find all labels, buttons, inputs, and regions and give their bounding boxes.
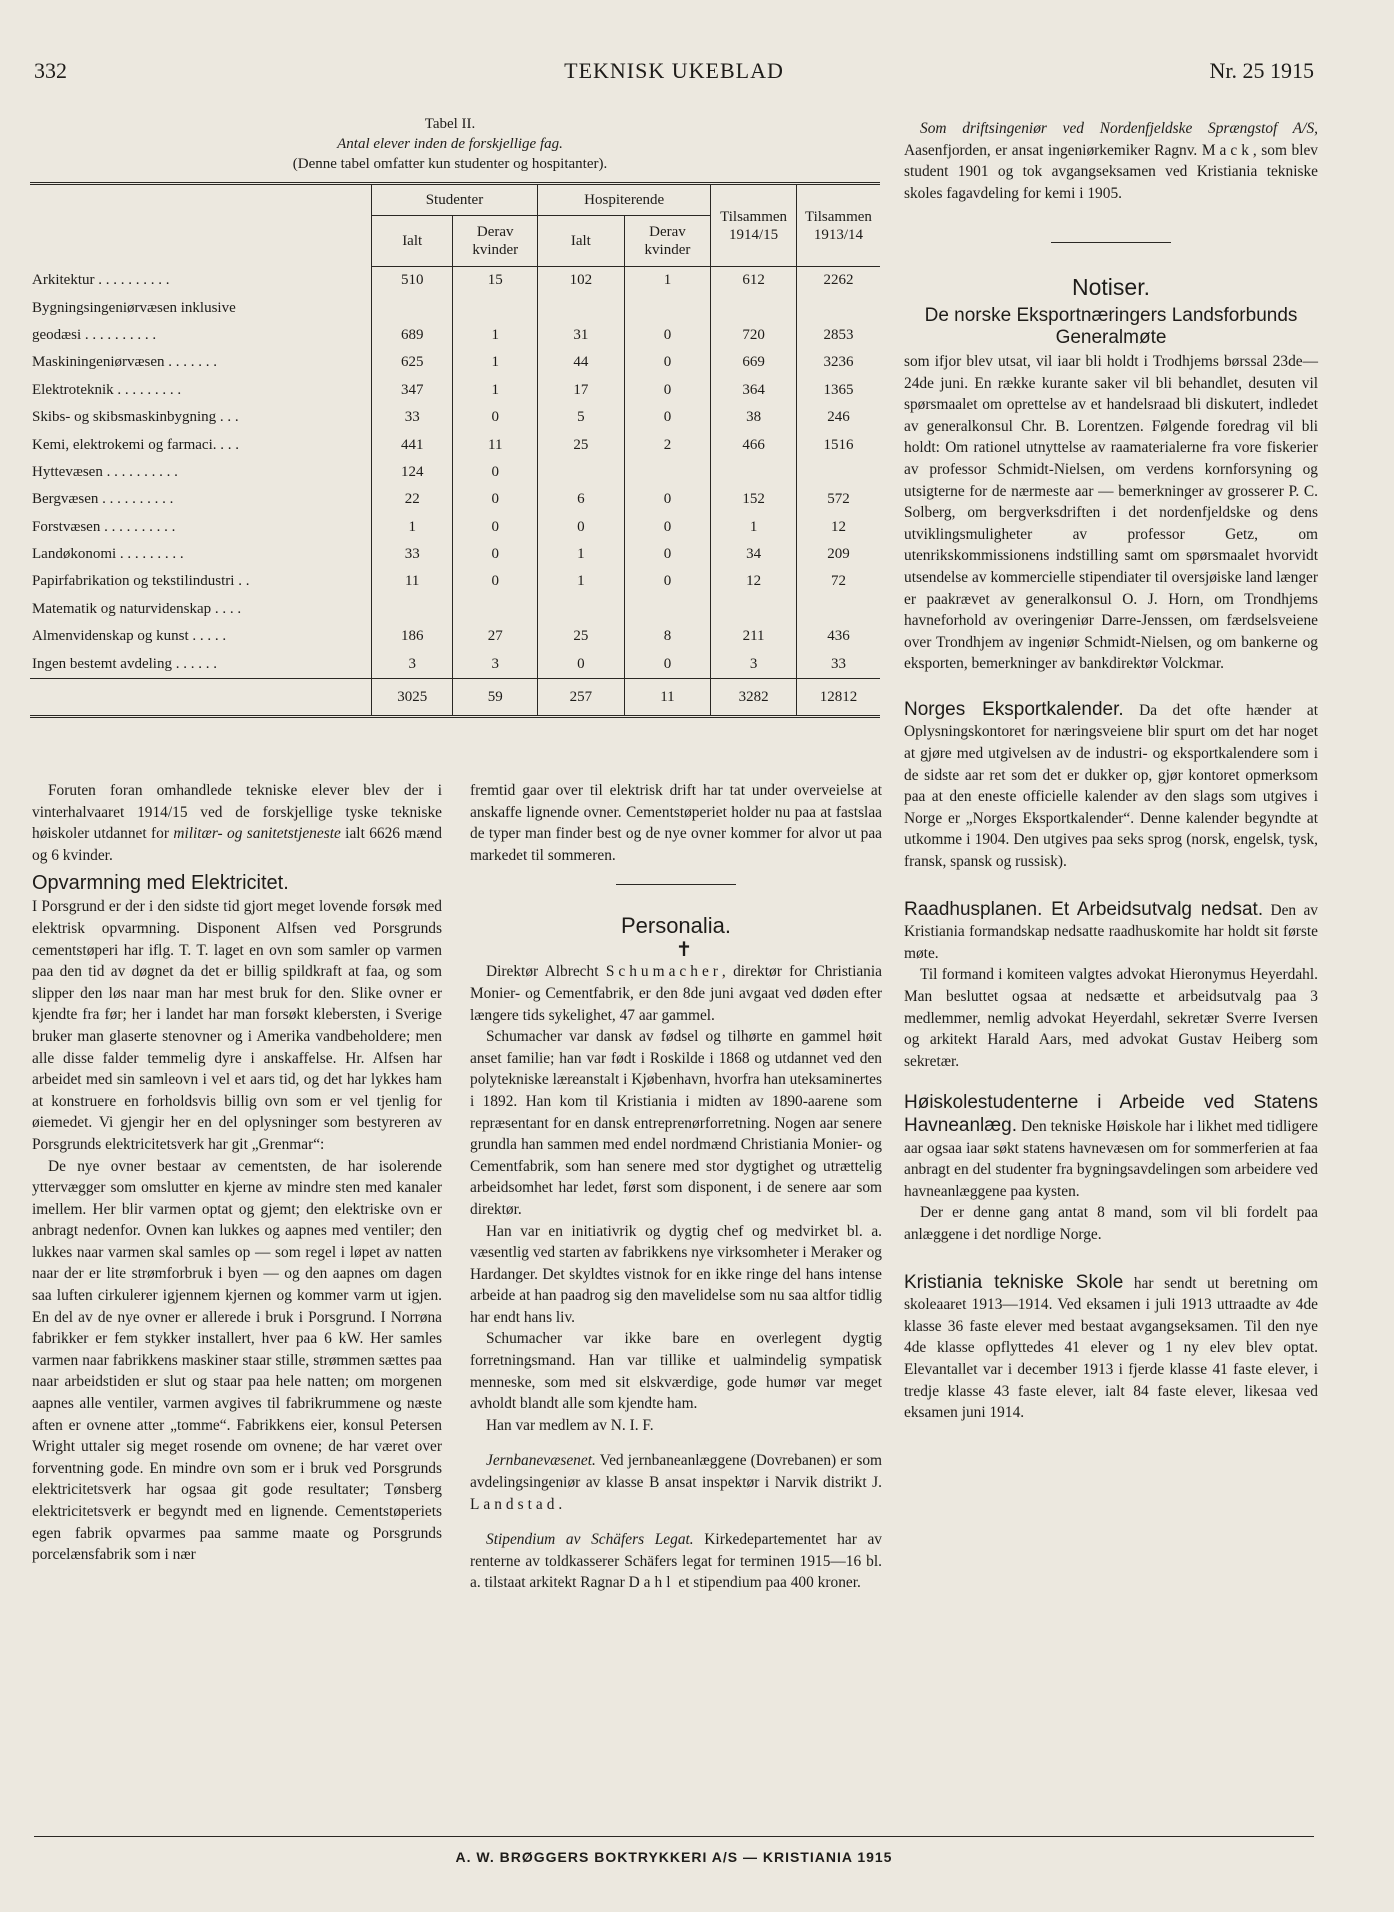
cell-h-ialt: 31 [538,322,625,349]
opvarmning-continuation: fremtid gaar over til elektrisk drift har tat under overveielse at anskaffe lignende ovner. Cementstøperiet holder nu paa at fastslaa de typer man finder best og de nye ovner kommer for alvor ut paa markedet til sommeren. [470,782,882,864]
cell-s-ialt: 186 [371,623,453,650]
cell-t2: 246 [796,404,880,431]
personalia-p1: Direktør Albrecht Schumacher, direktør for Christiania Monier- og Cementfabrik, er den 8de juni avgaat ved døden efter længere tids sykelighet, 47 aar gammel. [470,963,882,1024]
cell-s-ialt: 33 [371,404,453,431]
table-row [30,486,880,513]
heading-personalia: Personalia. [620,913,732,939]
table-row [30,596,880,623]
notis-generalmote: som ifjor blev utsat, vil iaar bli holdt i Trodhjems børssal 23de—24de juni. En række kurante saker vil bli behandlet, desuten vil spørsmaalet om oprettelse av et handelsraad bli diskutert, indledet av generalkonsul Chr. B. Lorentzen. Følgende foredrag vil bli holdt: Om rationel utnyttelse av raamaterialerne fra vore fiskerier av professor Schmidt-Nielsen, om verdens kornforsyning og utsigterne for de nærmeste aar — bemerkninger av grosserer P. C. Solberg, om bergverksdriften i det nordenfjeldske og dens utviklingsmuligheter av professor Getz, om utenrikskommissionens indstilling samt om spørsmaalet hvorvidt utsendelse av kommercielle stipendiater til oversjøiske land længer er paakrævet av generalkonsul O. J. Horn, om Trondhjems havneforhold av overingeniør Darre-Jenssen, om færdselsveiene over Trondhjem av ingeniør Schmidt-Nielsen, og om bankerne og eksporten, bemerkninger av bankdirektør Volckmar. [904,352,1318,673]
cell-h-ialt: 5 [538,404,625,431]
header-tilsammen-1913: Tilsammen 1913/14 [796,184,880,267]
cell-h-ialt: 25 [538,431,625,458]
cell-t2 [796,459,880,486]
cell-h-ialt: 6 [538,486,625,513]
personalia-mack: Som driftsingeniør ved Nordenfjeldske Sprængstof A/S, Aasenfjorden, er ansat ingeniørkemiker Ragnv. Mack, som blev student 1901 og tok avgangseksamen ved Kristiania tekniske skoles fagavdeling for kemi i 1905. [904,120,1318,202]
cell-t2: 2853 [796,322,880,349]
cell-s-kv: 0 [453,514,538,541]
journal-title: TEKNISK UKEBLAD [564,58,784,83]
cell-h-kv: 0 [624,486,711,513]
cell-t1: 12 [711,568,797,595]
cell-s-kv: 0 [453,541,538,568]
row-label: geodæsi . . . . . . . . . . [32,326,157,343]
cell-t1: 720 [711,322,797,349]
cell-t1: 152 [711,486,797,513]
cell-h-kv: 8 [624,623,711,650]
cell-t1: 211 [711,623,797,650]
cell-s-ialt [371,596,453,623]
table-row [30,377,880,404]
personalia-p5: Han var medlem av N. I. F. [486,1416,654,1434]
cell-s-ialt [371,294,453,321]
notis-eksportkalender: Norges Eksportkalender. Da det ofte hænder at Oplysningskontoret for næringsveiene blir spurt om det har noget at gjøre med utgivelsen av de industri- og eksportkalendere som i de sidste aar ret som det er dukker op, gjør kontoret opmerksom paa at den eneste officielle kalender av den slags som utgives i Norge er „Norges Eksportkalender“. Denne kalender begyndte at utkomme i 1904. Den utgives paa seks sprog (norsk, engelsk, tysk, fransk, spansk og russisk). [904,698,1318,871]
page-header [34,58,1314,94]
cell-t1: 669 [711,349,797,376]
row-label: Kemi, elektrokemi og farmaci. . . . [32,436,240,453]
cell-s-kv: 3 [453,650,538,678]
cell-s-kv: 0 [453,568,538,595]
cell-t1 [711,596,797,623]
cell-h-kv [624,596,711,623]
table-subtitle: Antal elever inden de forskjellige fag. [337,136,563,152]
cell-s-kv: 27 [453,623,538,650]
divider [616,884,736,885]
table-row [30,267,880,295]
header-studenter-kvinder: Derav kvinder [453,216,538,267]
row-label: Arkitektur . . . . . . . . . . [32,271,170,288]
heading-generalmote: De norske Eksportnæringers Landsforbunds Generalmøte [924,304,1298,348]
row-label: Bergvæsen . . . . . . . . . . [32,491,174,508]
cell-t2 [796,294,880,321]
total-t1: 3282 [711,678,797,716]
cell-t1: 612 [711,267,797,295]
cell-s-ialt: 124 [371,459,453,486]
table-row [30,294,880,321]
cell-s-kv: 11 [453,431,538,458]
row-label: Maskiningeniørvæsen . . . . . . . [32,354,217,371]
cell-s-kv [453,294,538,321]
table-row [30,541,880,568]
cell-h-ialt [538,596,625,623]
header-studenter: Studenter [371,184,537,216]
cell-h-ialt: 44 [538,349,625,376]
header-hosp-ialt: Ialt [538,216,625,267]
table-row [30,650,880,678]
personalia-p7: Stipendium av Schäfers Legat. Kirkedepartementet har av renterne av toldkasserer Schäfers legat for terminen 1915—16 bl. a. tilstaat arkitekt Ragnar Dahl et stipendium paa 400 kroner. [470,1531,882,1592]
table-note: (Denne tabel omfatter kun studenter og hospitanter). [292,156,608,172]
cell-h-ialt: 17 [538,377,625,404]
cell-h-kv: 0 [624,514,711,541]
cell-s-kv: 0 [453,459,538,486]
column-3 [904,118,1318,1424]
row-label: Papirfabrikation og tekstilindustri . . [32,573,250,590]
notis-hoiskolestudenterne-p2: Der er denne gang antat 8 mand, som vil bli fordelt paa anlæggene i det nordlige Norge. [904,1204,1318,1243]
cell-t2 [796,596,880,623]
cell-t1 [711,294,797,321]
table-row [30,349,880,376]
cell-s-kv: 0 [453,486,538,513]
cell-t1: 34 [711,541,797,568]
table-row [30,568,880,595]
divider [1051,242,1171,243]
cell-h-ialt: 102 [538,267,625,295]
intro-paragraph: Foruten foran omhandlede tekniske elever blev der i vinterhalvaaret 1914/15 ved de forskjellige tyske tekniske høiskoler utdannet for militær- og sanitetstjeneste ialt 6626 mænd og 6 kvinder. [32,782,442,864]
table-row [30,514,880,541]
cell-t1: 466 [711,431,797,458]
cell-s-kv: 15 [453,267,538,295]
cell-s-ialt: 510 [371,267,453,295]
notis-raadhusplanen: Raadhusplanen. Et Arbeidsutvalg nedsat. Den av Kristiania formandskap nedsatte raadhuskomite har holdt sit første møte. [904,898,1318,962]
total-h-kv: 11 [624,678,711,716]
totals-label-blank [30,678,371,716]
cell-t2: 1516 [796,431,880,458]
notis-hoiskolestudenterne: Høiskolestudenterne i Arbeide ved Statens Havneanlæg. Den tekniske Høiskole har i likhet med tidligere aar ogsaa iaar søkt statens havnevæsen om for sommerferien at faa anbragt en del studenter fra bygningsavdelingen som arbeidere ved havneanlæggene paa kysten. [904,1092,1318,1200]
table-row [30,404,880,431]
personalia-p6: Jernbanevæsenet. Ved jernbaneanlæggene (Dovrebanen) er som avdelingsingeniør av klasse B ansat inspektør i Narvik distrikt J. Landstad. [470,1452,882,1513]
table-title: Tabel II. [424,116,476,132]
cell-t2: 33 [796,650,880,678]
opvarmning-p1: I Porsgrund er der i den sidste tid gjort meget lovende forsøk med elektrisk opvarmning. Disponent Alfsen ved Porsgrunds cementstøperi har iflg. T. T. laget en ovn som samler op varmen paa den tid av døgnet da det er billig spildkraft at faa, og som slipper den løs naar man har mest bruk for den. Slike ovner er kjendte fra før; her i landet har man forsøkt klebersten, i Sverige bruker man glaserte stenovner og i Amerika vandbeholdere; men alle disse falder temmelig dyre i anskaffelse. Hr. Alfsen har arbeidet med sin samleovn i vel et aars tid, og det har lykkes ham at konstruere en forholdsvis billig ovn som er vel tjenlig for øiemedet. Vi gjengir her en del oplysninger som bestyreren av Porsgrunds elektricitetsverk har git „Grenmar“: [32,898,442,1153]
cell-h-kv [624,294,711,321]
row-label: Bygningsingeniørvæsen inklusive [32,299,236,316]
row-label: Matematik og naturvidenskap . . . . [32,600,242,617]
total-t2: 12812 [796,678,880,716]
cell-s-kv: 1 [453,349,538,376]
students-table [30,182,880,720]
header-studenter-ialt: Ialt [371,216,453,267]
header-hospiterende: Hospiterende [538,184,711,216]
cell-t2: 12 [796,514,880,541]
table-row [30,431,880,458]
cell-s-ialt: 441 [371,431,453,458]
row-label: Landøkonomi . . . . . . . . . [32,546,184,563]
cell-s-ialt: 33 [371,541,453,568]
row-label: Skibs- og skibsmaskinbygning . . . [32,409,239,426]
row-label: Forstvæsen . . . . . . . . . . [32,518,176,535]
table-row [30,322,880,349]
page-footer: A. W. BRØGGERS BOKTRYKKERI A/S — KRISTIANIA 1915 [34,1836,1314,1865]
cell-t1: 3 [711,650,797,678]
total-s-ialt: 3025 [371,678,453,716]
table-header-blank [30,184,371,267]
cell-h-kv: 0 [624,377,711,404]
cross-icon: ✝ [675,939,693,962]
total-h-ialt: 257 [538,678,625,716]
cell-t2: 2262 [796,267,880,295]
cell-h-kv: 0 [624,568,711,595]
cell-t1: 38 [711,404,797,431]
cell-t1: 364 [711,377,797,404]
cell-s-kv: 1 [453,377,538,404]
cell-h-ialt: 1 [538,541,625,568]
personalia-p2: Schumacher var dansk av fødsel og tilhørte en gammel høit anset familie; han var født i Roskilde i 1868 og utdannet ved den polytekniske læreanstalt i Kjøbenhavn, hvorfra han uteksaminertes i 1892. Han kom til Kristiania i midten av 1890-aarene som repræsentant for en dansk entreprenørforretning. Nogen aar senere grundla han sammen med endel nordmænd Christiania Monier- og Cementfabrik, som han senere med stor dygtighet og utrættelig arbeidsomhet har ledet, først som disponent, i de senere aar som direktør. [470,1028,882,1218]
cell-s-ialt: 625 [371,349,453,376]
header-hosp-kvinder: Derav kvinder [624,216,711,267]
row-label: Almenvidenskap og kunst . . . . . [32,628,227,645]
cell-t2: 572 [796,486,880,513]
cell-t2: 1365 [796,377,880,404]
opvarmning-p2: De nye ovner bestaar av cementsten, de har isolerende yttervægger som omslutter en kjerne av mindre sten med kanaler imellem. Her blir varmen optat og gjemt; den elektriske ovn er anbragt nedenfor. Ovnen kan lukkes og aapnes med ventiler; den lukkes naar varmen skal samles op — som regel i løpet av natten naar der er lite strømforbruk i byen — og den aapnes om dagen saa luften cirkulerer igjennem kjernen og kommer varm ut igjen. En del av de nye ovner er allerede i bruk i Porsgrund. I Norrøna fabrikker er fem stykker installert, hver paa 6 kW. Her samles varmen naar fabrikkens maskiner staar stille, strømmen sættes paa naar arbeidstiden er slut og staar paa hele natten; om morgenen aapnes alle ventiler, varmen avgives til fabrikrummene og næste aften er ovnene atter „tomme“. Fabrikkens eier, konsul Petersen Wright uttaler sig meget rosende om ovnene; de har været over forventning gode. En mindre ovn som er i bruk ved Porsgrunds elektricitetsverk har ogsaa git gode resultater; Tønsberg elektricitetsverk er begyndt med en lignende. Cementstøperiets egen fabrik opvarmes paa samme maate og Porsgrunds porcelænsfabrik som i nær [32,1157,442,1564]
cell-s-ialt: 689 [371,322,453,349]
page-number: 332 [34,58,67,83]
cell-h-kv: 0 [624,404,711,431]
row-label: Ingen bestemt avdeling . . . . . . [32,655,217,672]
cell-t2: 209 [796,541,880,568]
cell-s-kv [453,596,538,623]
column-2 [470,780,882,1594]
total-s-kv: 59 [453,678,538,716]
table-row [30,459,880,486]
cell-h-ialt [538,459,625,486]
cell-t2: 72 [796,568,880,595]
cell-s-kv: 0 [453,404,538,431]
cell-s-ialt: 22 [371,486,453,513]
notis-raadhusplanen-p2: Til formand i komiteen valgtes advokat Hieronymus Heyerdahl. Man besluttet ogsaa at nedsætte et arbeidsutvalg paa 3 medlemmer, nemlig advokat Heyerdahl, sekretær Sverre Iversen og arkitekt Harald Aars, med advokat Gustav Heiberg som sekretær. [904,966,1318,1070]
cell-s-ialt: 3 [371,650,453,678]
cell-t2: 436 [796,623,880,650]
table-row [30,623,880,650]
totals-row [30,678,880,716]
cell-h-kv [624,459,711,486]
cell-h-ialt [538,294,625,321]
personalia-p3: Han var en initiativrik og dygtig chef og medvirket bl. a. væsentlig ved starten av fabrikkens nye virksomheter i Meraker og Hardanger. Det skyldtes vistnok for en ikke ringe del hans intense arbeide at han paadrog sig den mavelidelse som nu saa altfor tidlig har endt hans liv. [470,1222,882,1326]
cell-h-kv: 1 [624,267,711,295]
notis-kristiania-skole: Kristiania tekniske Skole har sendt ut beretning om skoleaaret 1913—1914. Ved eksamen i juli 1913 uttraadte av 4de klasse 36 faste elever med bestaat avgangseksamen. Til den nye 4de klasse opflyttedes 41 elever og 1 ny elev blev optat. Elevantallet var i december 1913 i fjerde klasse 41 faste elever, i tredje klasse 43 faste elever, ialt 84 faste elever, likesaa ved eksamen juni 1914. [904,1271,1318,1422]
heading-opvarmning: Opvarmning med Elektricitet. [32,872,289,895]
cell-h-kv: 0 [624,650,711,678]
cell-h-kv: 2 [624,431,711,458]
issue-number: Nr. 25 1915 [1209,58,1314,83]
cell-h-kv: 0 [624,322,711,349]
cell-h-ialt: 0 [538,514,625,541]
personalia-p4: Schumacher var ikke bare en overlegent dygtig forretningsmand. Han var tillike et ualmindelig sympatisk menneske, som med sit elskværdige, gode humør var meget avholdt blandt alle som kjendte ham. [470,1330,882,1413]
cell-s-kv: 1 [453,322,538,349]
row-label: Elektroteknik . . . . . . . . . [32,381,182,398]
header-tilsammen-1914: Tilsammen 1914/15 [711,184,797,267]
row-label: Hyttevæsen . . . . . . . . . . [32,463,178,480]
cell-h-kv: 0 [624,349,711,376]
cell-h-ialt: 1 [538,568,625,595]
table-caption [30,114,870,174]
cell-s-ialt: 11 [371,568,453,595]
cell-s-ialt: 1 [371,514,453,541]
cell-t1: 1 [711,514,797,541]
cell-t2: 3236 [796,349,880,376]
column-1 [32,780,442,1566]
cell-s-ialt: 347 [371,377,453,404]
cell-t1 [711,459,797,486]
cell-h-ialt: 0 [538,650,625,678]
cell-h-ialt: 25 [538,623,625,650]
cell-h-kv: 0 [624,541,711,568]
heading-notiser: Notiser. [1072,274,1150,301]
